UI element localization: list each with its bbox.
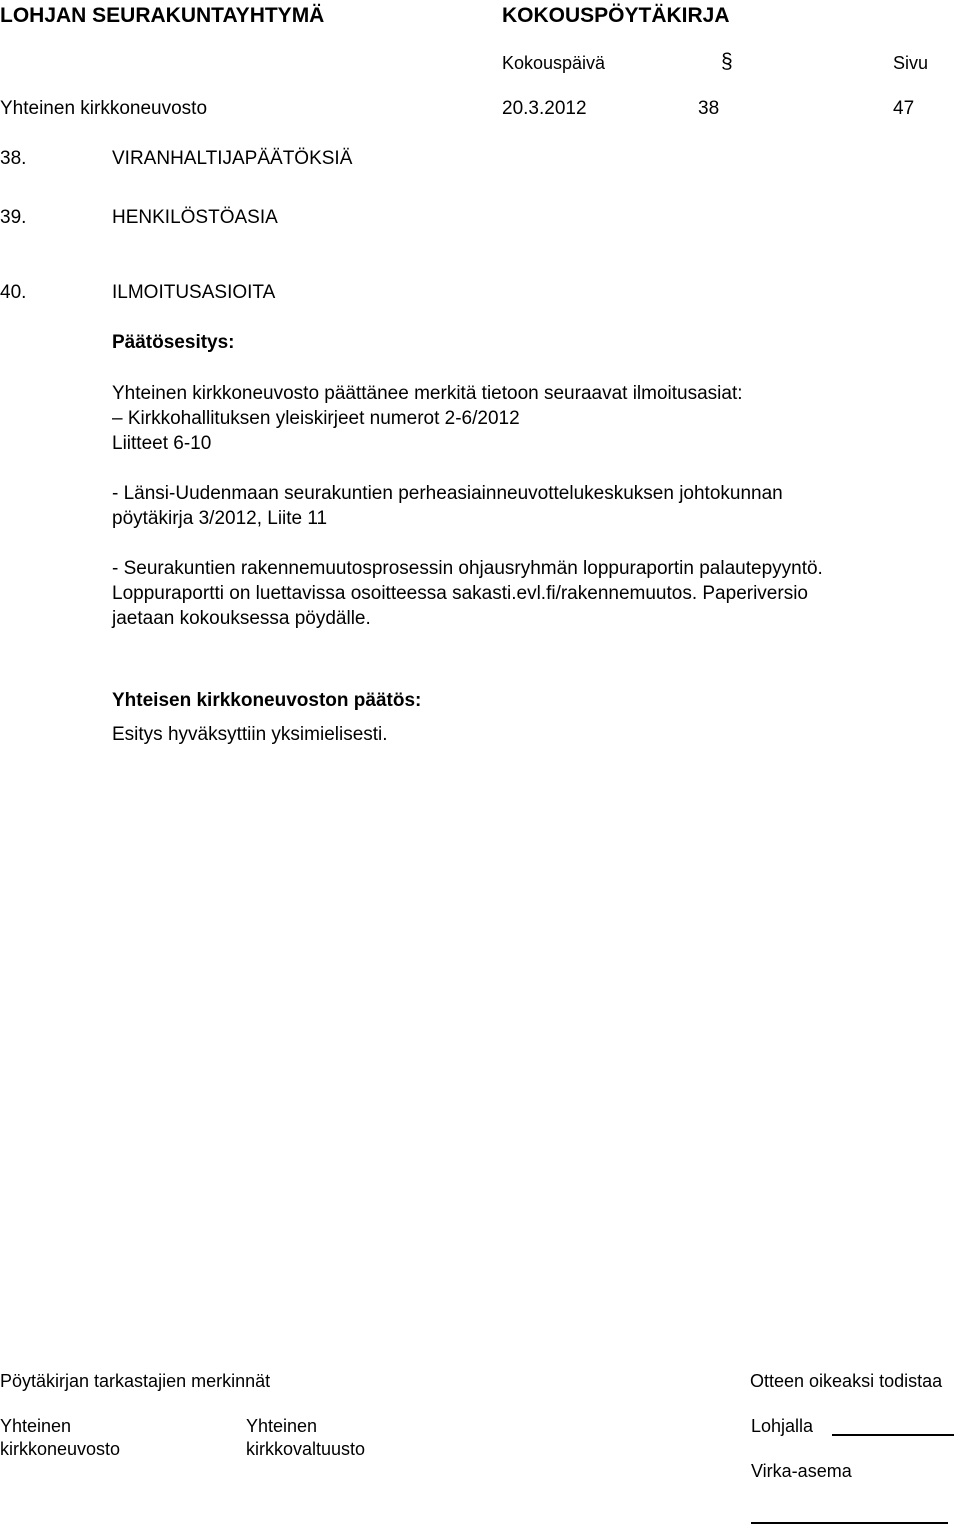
proposal-item-1 xyxy=(112,381,743,456)
proposal-line: Liitteet 6-10 xyxy=(112,433,212,454)
decision-heading: Yhteisen kirkkoneuvoston päätös: xyxy=(112,690,422,711)
proposal-line: pöytäkirja 3/2012, Liite 11 xyxy=(112,508,328,529)
section-title-39: HENKILÖSTÖASIA xyxy=(112,207,278,228)
body-name: Yhteinen kirkkoneuvosto xyxy=(0,98,208,119)
section-number-38: 38. xyxy=(0,148,27,169)
section-title-40: ILMOITUSASIOITA xyxy=(112,282,276,303)
inspector-col1-line1: Yhteinen xyxy=(0,1416,72,1436)
certify-label: Otteen oikeaksi todistaa xyxy=(750,1371,943,1391)
document-type: KOKOUSPÖYTÄKIRJA xyxy=(502,4,730,27)
section-number-40: 40. xyxy=(0,282,27,303)
section-symbol-label: § xyxy=(721,50,733,73)
proposal-line: - Länsi-Uudenmaan seurakuntien perheasiainneuvottelukeskuksen johtokunnan xyxy=(112,483,783,504)
decision-text: Esitys hyväksyttiin yksimielisesti. xyxy=(112,724,388,745)
proposal-item-2 xyxy=(112,481,783,531)
section-number-39: 39. xyxy=(0,207,27,228)
section-number: 38 xyxy=(698,98,720,119)
proposal-line: – Kirkkohallituksen yleiskirjeet numerot 2-6/2012 xyxy=(112,408,520,429)
page-number: 47 xyxy=(893,98,915,119)
proposal-line: Loppuraportti on luettavissa osoitteessa sakasti.evl.fi/rakennemuutos. Paperiversio xyxy=(112,583,808,604)
proposal-line: Yhteinen kirkkoneuvosto päättänee merkitä tietoon seuraavat ilmoitusasiat: xyxy=(112,383,743,404)
position-label: Virka-asema xyxy=(751,1461,852,1481)
proposal-line: - Seurakuntien rakennemuutosprosessin ohjausryhmän loppuraportin palautepyyntö. xyxy=(112,558,823,579)
place-signature-line xyxy=(832,1434,954,1436)
proposal-line: jaetaan kokouksessa pöydälle. xyxy=(112,608,371,629)
proposal-item-3 xyxy=(112,556,823,631)
inspector-col2-line1: Yhteinen xyxy=(246,1416,318,1436)
section-title-38: VIRANHALTIJAPÄÄTÖKSIÄ xyxy=(112,148,353,169)
proposal-heading: Päätösesitys: xyxy=(112,332,235,353)
place-label: Lohjalla xyxy=(751,1416,814,1436)
inspector-col2-line2: kirkkovaltuusto xyxy=(246,1439,366,1459)
inspectors-label: Pöytäkirjan tarkastajien merkinnät xyxy=(0,1371,271,1391)
page-label: Sivu xyxy=(893,53,929,73)
inspector-col1-line2: kirkkoneuvosto xyxy=(0,1439,121,1459)
position-signature-line xyxy=(751,1522,948,1524)
organization-name: LOHJAN SEURAKUNTAYHTYMÄ xyxy=(0,4,325,27)
meeting-date-label: Kokouspäivä xyxy=(502,53,606,73)
meeting-date: 20.3.2012 xyxy=(502,98,587,119)
